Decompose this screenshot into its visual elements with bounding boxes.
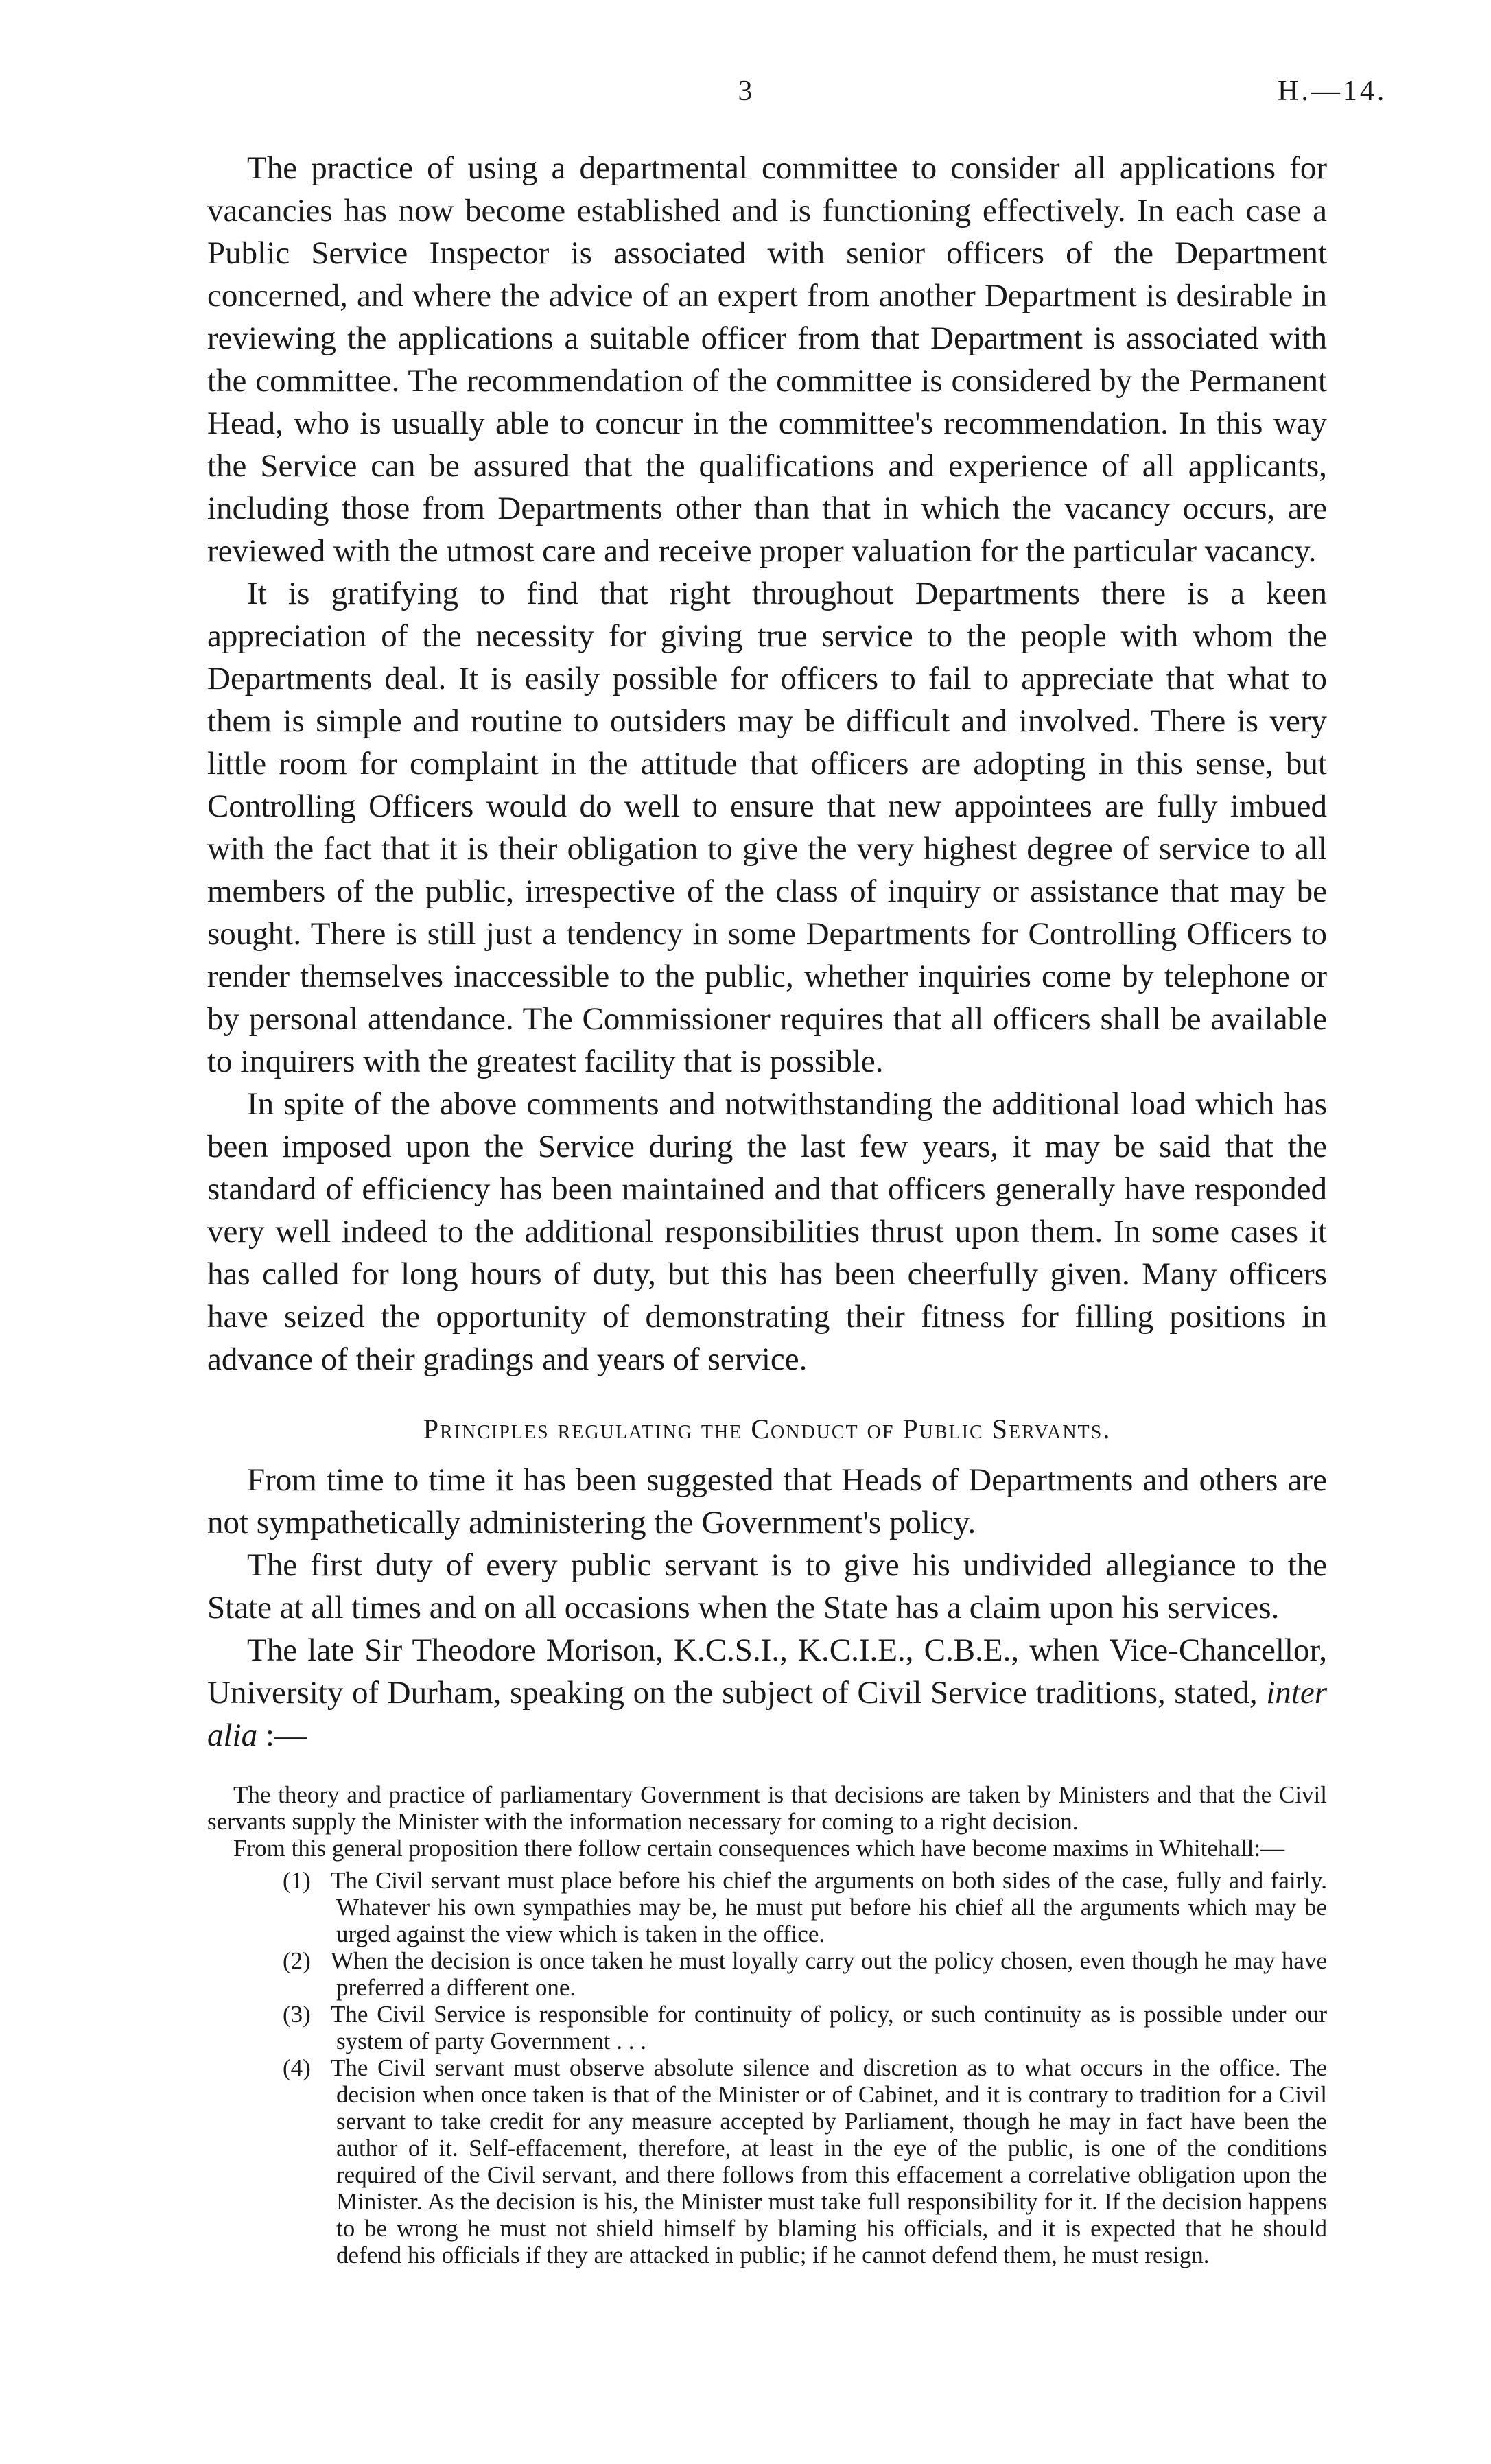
section-heading: Principles regulating the Conduct of Public Servants. xyxy=(423,1413,1112,1444)
quotation-paragraph: The theory and practice of parliamentary Government is that decisions are taken by Ministers and that the Civil servants supply the Minister with the information necessary for coming to a right decision. xyxy=(207,1781,1327,1835)
maxim-number: (3) xyxy=(283,2001,311,2028)
maxim-number: (2) xyxy=(283,1947,311,1974)
maxim-text: The Civil Service is responsible for continuity of policy, or such continuity as is possible under our system of party Government . . . xyxy=(331,2001,1327,2054)
maxim-item xyxy=(283,1867,1327,1947)
maxim-text: The Civil servant must place before his chief the arguments on both sides of the case, fully and fairly. Whatever his own sympathies may be, he must put before his chief all the arguments which may be urged against the view which is taken in the office. xyxy=(331,1867,1327,1947)
maxim-text: When the decision is once taken he must loyally carry out the policy chosen, even though he may have preferred a different one. xyxy=(331,1947,1327,2001)
maxim-item xyxy=(283,2001,1327,2054)
body-paragraph: The practice of using a departmental committee to consider all applications for vacancies has now become established and is functioning effectively. In each case a Public Service Inspector is associated with senior officers of the Department concerned, and where the advice of an expert from another Department is desirable in reviewing the applications a suitable officer from that Department is associated with the committee. The recommendation of the committee is considered by the Permanent Head, who is usually able to concur in the committee's recommendation. In this way the Service can be assured that the qualifications and experience of all applicants, including those from Departments other than that in which the vacancy occurs, are reviewed with the utmost care and receive proper valuation for the particular vacancy. xyxy=(207,150,1327,569)
maxim-item xyxy=(283,1947,1327,2001)
section-paragraph: From time to time it has been suggested that Heads of Departments and others are not sympathetically administering the Government's policy. xyxy=(207,1462,1327,1540)
quotation-intro-end: :— xyxy=(265,1717,307,1753)
quotation-block xyxy=(207,1781,1327,2268)
maxim-number: (1) xyxy=(283,1867,311,1894)
section-paragraph: The first duty of every public servant is to give his undivided allegiance to the State at all times and on all occasions when the State has a claim upon his services. xyxy=(207,1547,1327,1626)
report-reference: H.—14. xyxy=(1278,75,1387,107)
page-number: 3 xyxy=(738,75,753,107)
body-paragraph: In spite of the above comments and notwithstanding the additional load which has been imposed upon the Service during the last few years, it may be said that the standard of efficiency has been maintained and that officers generally have responded very well indeed to the additional responsibilities thrust upon them. In some cases it has called for long hours of duty, but this has been cheerfully given. Many officers have seized the opportunity of demonstrating their fitness for filling positions in advance of their gradings and years of service. xyxy=(207,1086,1327,1377)
maxim-item xyxy=(283,2054,1327,2268)
quotation-intro-italic: inter alia xyxy=(207,1675,1327,1753)
quotation-paragraph: From this general proposition there follow certain consequences which have become maxims in Whitehall:— xyxy=(233,1835,1285,1862)
quotation-intro-text: The late Sir Theodore Morison, K.C.S.I., K.C.I.E., C.B.E., when Vice-Chancellor, University of Durham, speaking on the subject of Civil Service traditions, stated, xyxy=(207,1632,1327,1711)
document-body xyxy=(207,147,1327,2268)
body-paragraph: It is gratifying to find that right throughout Departments there is a keen appreciation of the necessity for giving true service to the people with whom the Departments deal. It is easily possible for officers to fail to appreciate that what to them is simple and routine to outsiders may be difficult and involved. There is very little room for complaint in the attitude that officers are adopting in this sense, but Controlling Officers would do well to ensure that new appointees are fully imbued with the fact that it is their obligation to give the very highest degree of service to all members of the public, irrespective of the class of inquiry or assistance that may be sought. There is still just a tendency in some Departments for Controlling Officers to render themselves inaccessible to the public, whether inquiries come by telephone or by personal attendance. The Commissioner requires that all officers shall be available to inquirers with the greatest facility that is possible. xyxy=(207,576,1327,1079)
quotation-intro xyxy=(207,1629,1327,1757)
maxims-list xyxy=(207,1867,1327,2268)
maxim-number: (4) xyxy=(283,2054,311,2081)
maxim-text: The Civil servant must observe absolute silence and discretion as to what occurs in the office. The decision when once taken is that of the Minister or of Cabinet, and it is contrary to tradition for a Civil servant to take credit for any measure accepted by Parliament, though he may in fact have been the author of it. Self-effacement, therefore, at least in the eye of the public, is one of the conditions required of the Civil servant, and there follows from this effacement a correlative obligation upon the Minister. As the decision is his, the Minister must take full responsibility for it. If the decision happens to be wrong he must not shield himself by blaming his officials, and it is expected that he should defend his officials if they are attacked in public; if he cannot defend them, he must resign. xyxy=(331,2054,1327,2268)
